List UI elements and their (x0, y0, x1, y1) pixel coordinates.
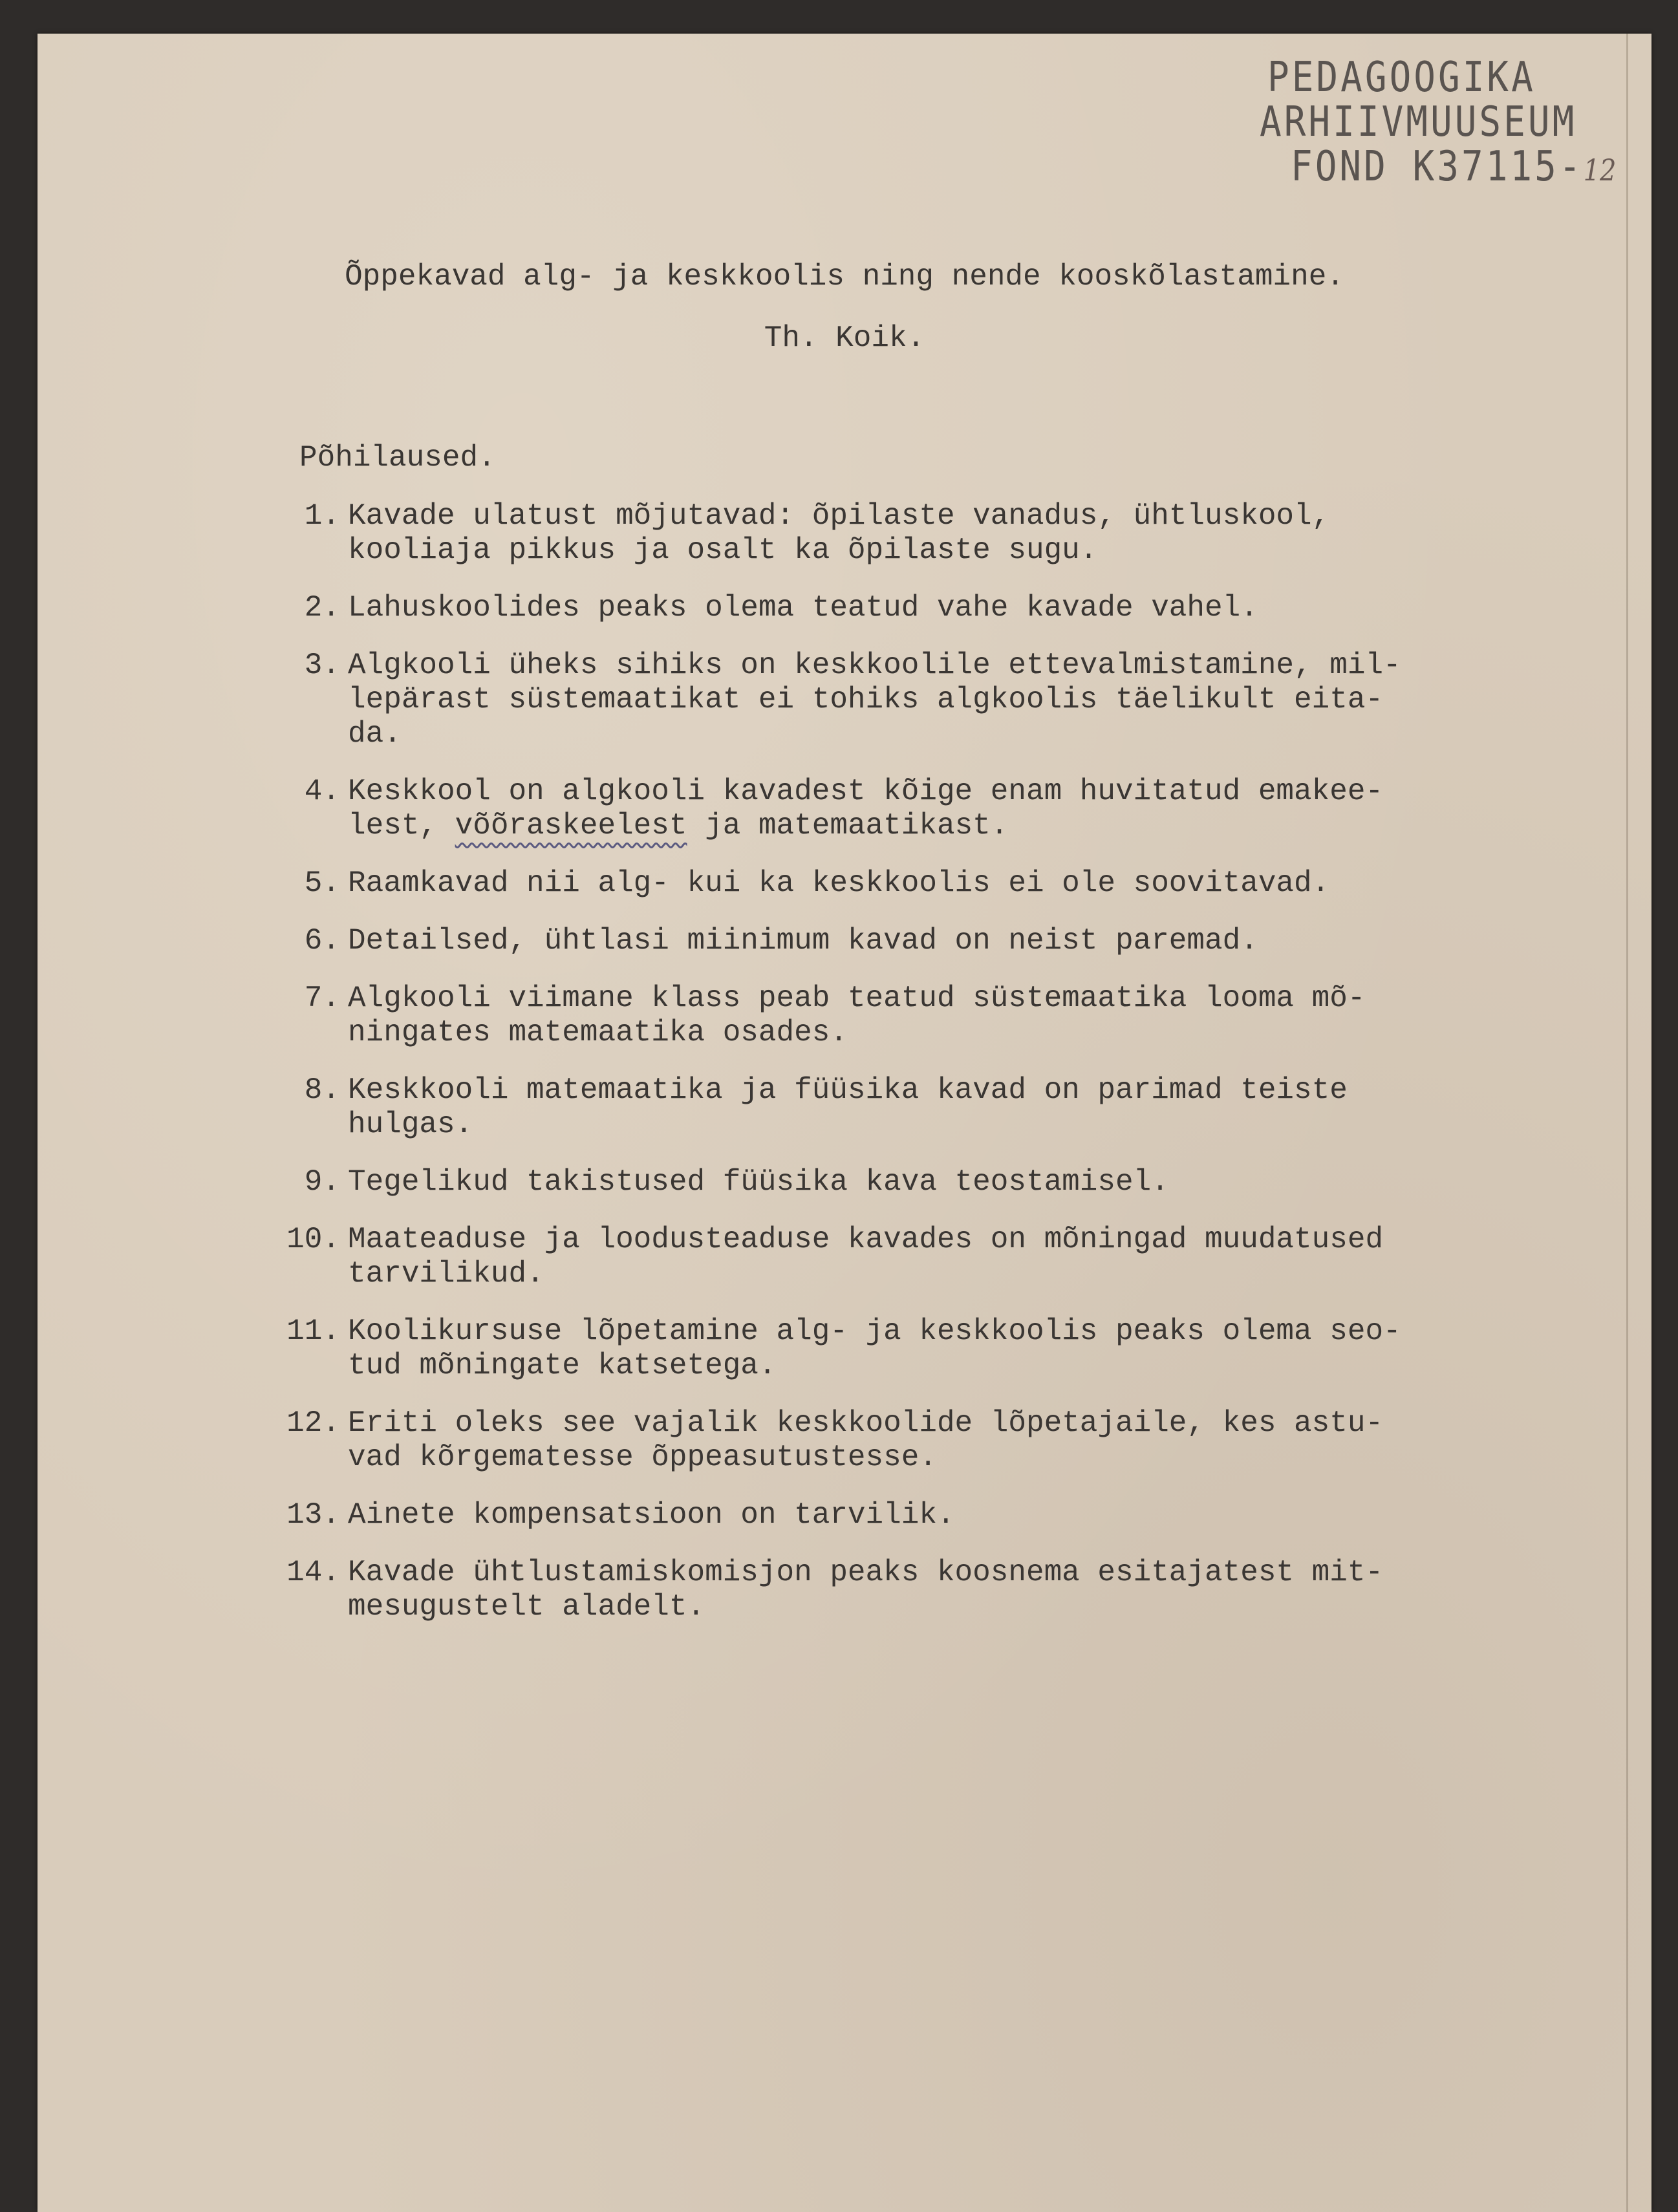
item-text (348, 1165, 1525, 1199)
list-item (257, 649, 1525, 751)
document-title: Õppekavad alg- ja keskkoolis ning nende kooskõlastamine. (345, 260, 1344, 294)
list-item (257, 1223, 1525, 1291)
item-line: Maateaduse ja loodusteaduse kavades on mõningad muudatused (348, 1223, 1384, 1256)
item-line: Algkooli viimane klass peab teatud süstemaatika looma mõ- (348, 982, 1366, 1015)
item-number: 14. (286, 1556, 340, 1589)
item-number: 1. (304, 499, 340, 533)
item-line: Lahuskoolides peaks olema teatud vahe kavade vahel. (348, 591, 1258, 625)
item-text (348, 1315, 1525, 1383)
item-number: 6. (304, 924, 340, 958)
item-number: 11. (286, 1315, 340, 1348)
stamp-handwritten-number: 12 (1583, 153, 1617, 188)
list-item (257, 1556, 1525, 1624)
item-number: 12. (286, 1406, 340, 1440)
item-line: kooliaja pikkus ja osalt ka õpilaste sugu. (348, 533, 1098, 567)
list-item (257, 1498, 1525, 1532)
item-text (348, 499, 1525, 568)
list-item (257, 1073, 1525, 1142)
archive-stamp (1221, 53, 1617, 193)
item-text (348, 1073, 1525, 1142)
item-line: hulgas. (348, 1108, 473, 1141)
item-line: da. (348, 717, 402, 751)
stamp-line-3 (1221, 142, 1617, 193)
item-line: tud mõningate katsetega. (348, 1349, 777, 1382)
stamp-fond-number: FOND K37115- (1291, 142, 1584, 191)
item-text (348, 982, 1525, 1050)
list-item (257, 775, 1525, 843)
item-text (348, 775, 1525, 843)
item-line: Keskkooli matemaatika ja füüsika kavad on parimad teiste (348, 1073, 1348, 1107)
item-line-segment: lest, (348, 809, 455, 843)
item-line: mesugustelt aladelt. (348, 1590, 705, 1624)
underlined-word: võõraskeelest (455, 809, 687, 843)
list-item (257, 591, 1525, 625)
item-number: 2. (304, 591, 340, 625)
item-line: Tegelikud takistused füüsika kava teostamisel. (348, 1165, 1169, 1199)
list-item (257, 1406, 1525, 1475)
item-line: ningates matemaatika osades. (348, 1016, 848, 1049)
item-line: lepärast süstemaatikat ei tohiks algkoolis täelikult eita- (348, 683, 1384, 716)
item-line: vad kõrgematesse õppeasutustesse. (348, 1441, 937, 1474)
item-number: 5. (304, 866, 340, 900)
section-heading: Põhilaused. (299, 441, 496, 475)
item-line (348, 809, 1525, 843)
item-text (348, 866, 1525, 901)
item-line: Keskkool on algkooli kavadest kõige enam huvitatud emakee- (348, 775, 1384, 808)
item-number: 7. (304, 982, 340, 1015)
item-line: Detailsed, ühtlasi miinimum kavad on neist paremad. (348, 924, 1258, 958)
document-author: Th. Koik. (764, 321, 925, 355)
stamp-line-2: ARHIIVMUUSEUM (1260, 98, 1577, 147)
item-number: 8. (304, 1073, 340, 1107)
list-item (257, 924, 1525, 958)
item-line: Algkooli üheks sihiks on keskkoolile ettevalmistamine, mil- (348, 649, 1401, 682)
item-text (348, 1556, 1525, 1624)
stamp-line-1: PEDAGOOGIKA (1267, 53, 1536, 102)
paper-fold-line (1626, 34, 1628, 2212)
item-number: 9. (304, 1165, 340, 1199)
item-text (348, 649, 1525, 751)
item-number: 3. (304, 649, 340, 682)
item-line: Ainete kompensatsioon on tarvilik. (348, 1498, 955, 1532)
item-number: 10. (286, 1223, 340, 1256)
item-text (348, 591, 1525, 625)
item-number: 4. (304, 775, 340, 808)
item-line: Raamkavad nii alg- kui ka keskkoolis ei ole soovitavad. (348, 866, 1330, 900)
item-text (348, 1498, 1525, 1532)
list-item (257, 499, 1525, 568)
item-line: Kavade ühtlustamiskomisjon peaks koosnema esitajatest mit- (348, 1556, 1384, 1589)
paper-sheet (38, 34, 1651, 2212)
thesis-list (257, 499, 1525, 1648)
list-item (257, 982, 1525, 1050)
item-text (348, 924, 1525, 958)
item-text (348, 1223, 1525, 1291)
item-line-segment: ja matemaatikast. (687, 809, 1009, 843)
list-item (257, 866, 1525, 901)
item-text (348, 1406, 1525, 1475)
list-item (257, 1165, 1525, 1199)
item-line: Kavade ulatust mõjutavad: õpilaste vanadus, ühtluskool, (348, 499, 1330, 533)
item-line: tarvilikud. (348, 1257, 544, 1291)
item-number: 13. (286, 1498, 340, 1532)
item-line: Eriti oleks see vajalik keskkoolide lõpetajaile, kes astu- (348, 1406, 1384, 1440)
item-line: Koolikursuse lõpetamine alg- ja keskkoolis peaks olema seo- (348, 1315, 1401, 1348)
list-item (257, 1315, 1525, 1383)
